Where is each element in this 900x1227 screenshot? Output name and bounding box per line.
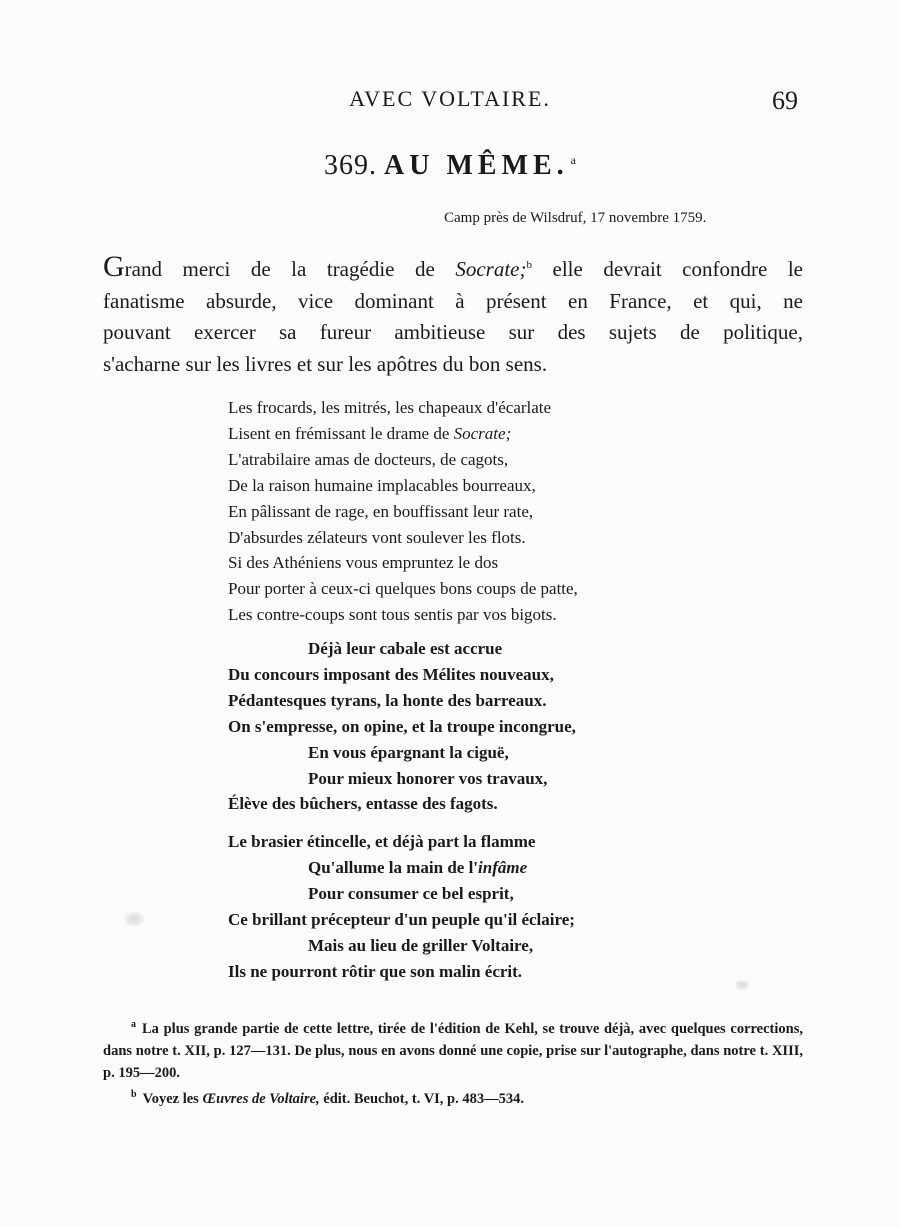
prose-line: fanatisme absurde, vice dominant à présent en France, et qui, ne [103, 288, 803, 313]
verse-line: De la raison humaine implacables bourreaux, [228, 475, 536, 495]
verse-stanza-3 [228, 829, 575, 984]
paper-stain [124, 912, 144, 926]
letter-title [0, 150, 900, 182]
dateline: Camp près de Wilsdruf, 17 novembre 1759. [444, 210, 707, 226]
verse-stanza-2 [228, 636, 576, 817]
footnote-mark: b [131, 1088, 137, 1100]
verse-stanza-1 [228, 395, 578, 628]
verse-line: Pour mieux honorer vos travaux, [308, 768, 548, 788]
verse-line: Les contre-coups sont tous sentis par vos bigots. [228, 605, 557, 625]
footnotes [103, 1014, 803, 1110]
verse-line: Les frocards, les mitrés, les chapeaux d'écarlate [228, 398, 552, 417]
italic-title: Socrate; [453, 423, 512, 443]
footnote-b: $^b$ Voyez les Œuvres de Voltaire, édit. Beuchot, t. VI, p. 483—534. [131, 1088, 524, 1107]
verse-line: Déjà leur cabale est accrue [308, 639, 503, 658]
drop-cap: G [103, 250, 125, 283]
verse-line: D'absurdes zélateurs vont soulever les flots. [228, 527, 526, 547]
verse-line: Ils ne pourront rôtir que son malin écrit. [228, 961, 523, 981]
footnote-mark: a [131, 1019, 136, 1030]
running-head: AVEC VOLTAIRE. [349, 86, 551, 111]
verse-line: On s'empresse, on opine, et la troupe incongrue, [228, 716, 576, 736]
verse-line: Ce brillant précepteur d'un peuple qu'il éclaire; [228, 909, 575, 929]
verse-line: Lisent en frémissant le drame de Socrate; [228, 423, 512, 443]
footnote-ref-b: b [526, 259, 532, 271]
italic-word: infâme [478, 857, 528, 877]
verse-line: L'atrabilaire amas de docteurs, de cagots, [228, 449, 509, 469]
verse-line: Pédantesques tyrans, la honte des barreaux. [228, 690, 547, 710]
verse-line: Si des Athéniens vous empruntez le dos [228, 553, 499, 573]
italic-title: Socrate; [455, 257, 527, 281]
prose-paragraph [103, 250, 803, 380]
verse-line: Pour porter à ceux-ci quelques bons coups de patte, [228, 579, 578, 599]
prose-line: s'acharne sur les livres et sur les apôtres du bon sens. [103, 351, 548, 376]
footnote-a: $^a$ La plus grande partie de cette lettre, tirée de l'édition de Kehl, se trouve déjà, avec quelques corrections, dans notre t. XII, p. 127—131. De plus, nous en avons donné une copie, prise sur l'autographe, dans notre t. XIII, p. 195—200. [103, 1019, 803, 1081]
italic-title: Œuvres de Voltaire, [202, 1090, 320, 1107]
verse-line: Du concours imposant des Mélites nouveaux, [228, 664, 554, 684]
page-number: 69 [772, 86, 798, 115]
verse-line: Élève des bûchers, entasse des fagots. [228, 794, 498, 814]
verse-line: En pâlissant de rage, en bouffissant leur rate, [228, 501, 534, 521]
prose-line: pouvant exercer sa fureur ambitieuse sur des sujets de politique, [103, 320, 803, 344]
letter-heading: AU MÊME. [384, 150, 569, 181]
verse-line: En vous épargnant la ciguë, [308, 742, 509, 762]
paper-stain [735, 980, 749, 990]
verse-line: Le brasier étincelle, et déjà part la flamme [228, 832, 536, 851]
prose-line: Grand merci de la tragédie de Socrate;$^b$ elle devrait confondre le [103, 250, 803, 283]
verse-line: Pour consumer ce bel esprit, [308, 883, 514, 903]
verse-line: Qu'allume la main de l'infâme [308, 857, 528, 877]
letter-number: 369. [324, 150, 377, 181]
footnote-ref-a: a [570, 152, 576, 167]
verse-line: Mais au lieu de griller Voltaire, [308, 935, 534, 955]
